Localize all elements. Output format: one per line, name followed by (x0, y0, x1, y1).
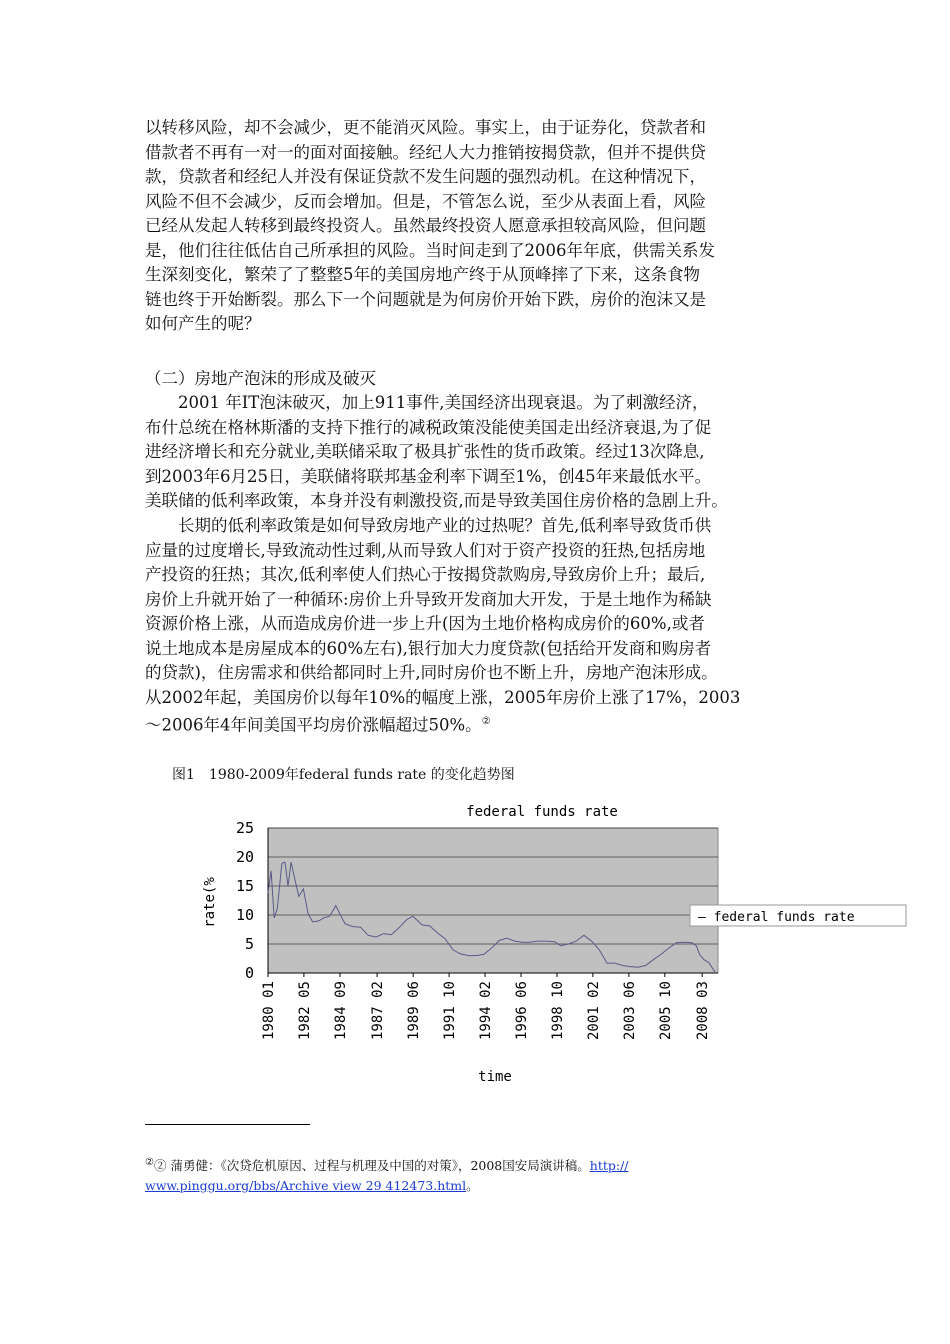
x-tick-label: 2003 06 (621, 981, 638, 1041)
x-axis-label: time (478, 1069, 512, 1085)
text-line: 美联储的低利率政策，本身并没有刺激投资,而是导致美国住房价格的急剧上升。 (145, 491, 728, 510)
x-tick-label: 1980 01 (261, 981, 277, 1041)
x-tick-label: 1996 06 (514, 981, 531, 1041)
footnote-mark: ② (145, 1157, 154, 1168)
text-line: 以转移风险，却不会减少，更不能消灭风险。事实上，由于证券化，贷款者和 (145, 118, 706, 137)
text-line: 如何产生的呢？ (145, 314, 261, 333)
federal-funds-rate-chart (190, 795, 910, 1095)
text-line: 款，贷款者和经纪人并没有保证贷款不发生问题的强烈动机。在这种情况下， (145, 167, 706, 186)
footnote-separator (145, 1124, 310, 1125)
x-tick-label: 1991 10 (442, 981, 459, 1041)
section-heading: （二）房地产泡沫的形成及破灭 (145, 369, 376, 388)
x-tick-label: 1989 06 (406, 981, 423, 1041)
text-line: 长期的低利率政策是如何导致房地产业的过热呢？首先,低利率导致货币供 (145, 516, 712, 535)
x-tick-label: 2005 10 (657, 981, 674, 1041)
y-axis-label: rate(% (202, 877, 218, 928)
text-line: 是，他们往往低估自己所承担的风险。当时间走到了2006年年底，供需关系发 (145, 240, 715, 260)
footnote (145, 1153, 825, 1196)
y-tick-label: 20 (235, 848, 254, 866)
text-line: 的贷款)，住房需求和供给都同时上升,同时房价也不断上升，房地产泡沫形成。 (145, 663, 718, 682)
y-tick-label: 25 (235, 819, 254, 837)
footnote-link-part1[interactable]: http:// (589, 1158, 629, 1174)
text-line: 应量的过度增长,导致流动性过剩,从而导致人们对于资产投资的狂热,包括房地 (145, 540, 706, 560)
text-line: 房价上升就开始了一种循环:房价上升导致开发商加大开发，于是土地作为稀缺 (145, 589, 712, 609)
y-tick-label: 5 (244, 935, 254, 953)
text-line: 链也终于开始断裂。那么下一个问题就是为何房价开始下跌，房价的泡沫又是 (145, 289, 706, 309)
text-line (145, 710, 825, 738)
paragraph-3 (145, 514, 825, 738)
footnote-text: ② 蒲勇健：《次贷危机原因、过程与机理及中国的对策》，2008国安局演讲稿。 (153, 1158, 590, 1174)
text-line: 资源价格上涨，从而造成房价进一步上升(因为土地价格构成房价的60%,或者 (145, 614, 705, 633)
text-line: 已经从发起人转移到最终投资人。虽然最终投资人愿意承担较高风险，但问题 (145, 216, 706, 235)
chart-title: federal funds rate (466, 804, 618, 820)
x-tick-label: 1982 05 (296, 981, 313, 1041)
text-line: 风险不但不会减少，反而会增加。但是，不管怎么说，至少从表面上看，风险 (145, 191, 706, 211)
text-line: 到2003年6月25日，美联储将联邦基金利率下调至1%，创45年来最低水平。 (145, 466, 712, 486)
figure-caption: 图1 1980-2009年federal funds rate 的变化趋势图 (172, 767, 515, 783)
text-line: 从2002年起，美国房价以每年10%的幅度上涨，2005年房价上涨了17%，2003 (145, 687, 741, 707)
legend-entry: — federal funds rate (698, 910, 855, 925)
x-tick-label: 1994 02 (477, 981, 494, 1041)
y-tick-label: 15 (235, 877, 254, 895)
x-tick-label: 1984 09 (332, 981, 349, 1041)
text-line: 产投资的狂热；其次,低利率使人们热心于按揭贷款购房,导致房价上升；最后, (145, 565, 706, 584)
paragraph-1 (145, 116, 825, 337)
y-tick-label: 0 (244, 964, 254, 982)
text-line: 2001 年IT泡沫破灭，加上911事件,美国经济出现衰退。为了刺激经济， (145, 393, 709, 412)
paragraph-2 (145, 391, 825, 514)
x-tick-label: 2008 03 (695, 981, 712, 1041)
plot-area (268, 828, 718, 973)
x-tick-label: 1987 02 (370, 981, 387, 1041)
text-line-content: ～2006年4年间美国平均房价涨幅超过50%。 (145, 715, 482, 735)
text-line: 借款者不再有一对一的面对面接触。经纪人大力推销按揭贷款，但并不提供贷 (145, 142, 706, 162)
footnote-end: 。 (466, 1178, 479, 1194)
text-line: 说土地成本是房屋成本的60%左右),银行加大力度贷款(包括给开发商和购房者 (145, 638, 712, 658)
text-line: 进经济增长和充分就业,美联储采取了极具扩张性的货币政策。经过13次降息, (145, 442, 705, 461)
x-tick-label: 1998 10 (549, 981, 566, 1041)
text-line: 生深刻变化，繁荣了了整整5年的美国房地产终于从顶峰摔了下来，这条食物 (145, 265, 700, 284)
y-tick-label: 10 (235, 906, 254, 924)
footnote-ref[interactable]: ② (481, 716, 491, 727)
footnote-link-part2[interactable]: www.pinggu.org/bbs/Archive view 29 412473.html (145, 1178, 467, 1194)
text-line: 布什总统在格林斯潘的支持下推行的减税政策没能使美国走出经济衰退,为了促 (145, 417, 712, 437)
x-tick-label: 2001 02 (585, 981, 602, 1041)
